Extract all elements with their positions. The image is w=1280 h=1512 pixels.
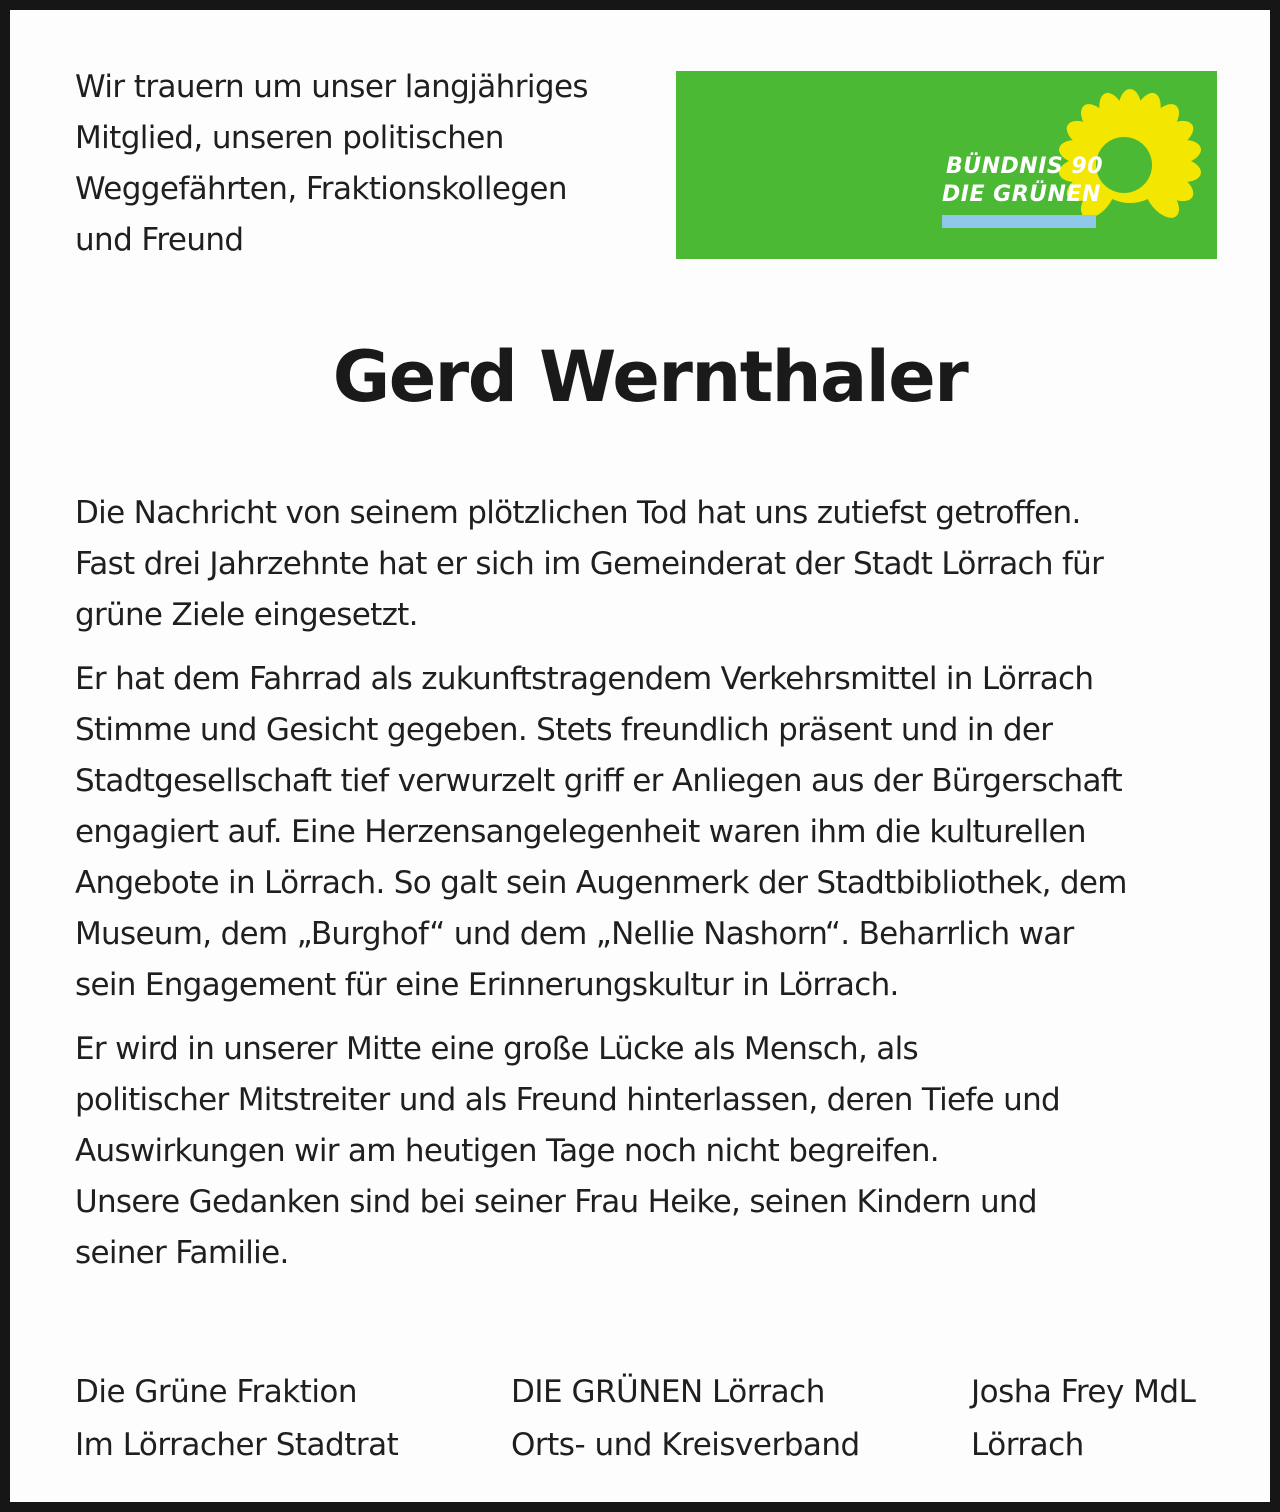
signature-kreisverband: [511, 1366, 860, 1472]
intro-text: [75, 62, 655, 266]
logo-line-2: DIE GRÜNEN: [942, 182, 1101, 207]
paragraph-line: sein Engagement für eine Erinnerungskultur in Lörrach.: [75, 967, 899, 1003]
paragraph-line: engagiert auf. Eine Herzensangelegenheit waren ihm die kulturellen: [75, 814, 1086, 850]
paragraph-line: Stadtgesellschaft tief verwurzelt griff er Anliegen aus der Bürgerschaft: [75, 763, 1122, 799]
intro-line: Wir trauern um unser langjähriges: [75, 69, 588, 105]
signature-line: Lörrach: [971, 1427, 1084, 1463]
signature-line: DIE GRÜNEN Lörrach: [511, 1374, 825, 1410]
signature-line: Orts- und Kreisverband: [511, 1427, 860, 1463]
intro-line: Weggefährten, Fraktionskollegen: [75, 171, 567, 207]
signature-line: Josha Frey MdL: [971, 1374, 1196, 1410]
paragraph-line: Die Nachricht von seinem plötzlichen Tod hat uns zutiefst getroffen.: [75, 495, 1081, 531]
intro-line: und Freund: [75, 222, 244, 258]
paragraph-line: Fast drei Jahrzehnte hat er sich im Gemeinderat der Stadt Lörrach für: [75, 546, 1104, 582]
signature-line: Die Grüne Fraktion: [75, 1374, 358, 1410]
paragraph-line: Stimme und Gesicht gegeben. Stets freundlich präsent und in der: [75, 712, 1053, 748]
paragraph-line: Er wird in unserer Mitte eine große Lücke als Mensch, als: [75, 1031, 918, 1067]
logo-wordmark: [942, 153, 1104, 209]
signature-mdl: [971, 1366, 1195, 1472]
logo-blue-bar: [942, 215, 1096, 228]
paragraph-line: Auswirkungen wir am heutigen Tage noch nicht begreifen.: [75, 1133, 939, 1169]
intro-line: Mitglied, unseren politischen: [75, 120, 504, 156]
deceased-name: Gerd Wernthaler: [332, 336, 968, 418]
paragraph-line: seiner Familie.: [75, 1235, 289, 1271]
paragraph: [75, 1024, 1235, 1279]
paragraph-line: politischer Mitstreiter und als Freund hinterlassen, deren Tiefe und: [75, 1082, 1061, 1118]
paragraph: [75, 654, 1235, 1011]
signature-fraktion: [75, 1366, 398, 1472]
paragraph-line: Angebote in Lörrach. So galt sein Augenmerk der Stadtbibliothek, dem: [75, 865, 1127, 901]
paragraph-line: Unsere Gedanken sind bei seiner Frau Heike, seinen Kindern und: [75, 1184, 1037, 1220]
logo-line-1: BÜNDNIS 90: [946, 154, 1104, 179]
paragraph-line: Museum, dem „Burghof“ und dem „Nellie Nashorn“. Beharrlich war: [75, 916, 1074, 952]
party-logo: [676, 71, 1217, 259]
signature-line: Im Lörracher Stadtrat: [75, 1427, 399, 1463]
paragraph: [75, 488, 1235, 641]
paragraph-line: grüne Ziele eingesetzt.: [75, 597, 418, 633]
obituary-body: [75, 488, 1235, 1292]
paragraph-line: Er hat dem Fahrrad als zukunftstragendem Verkehrsmittel in Lörrach: [75, 661, 1094, 697]
